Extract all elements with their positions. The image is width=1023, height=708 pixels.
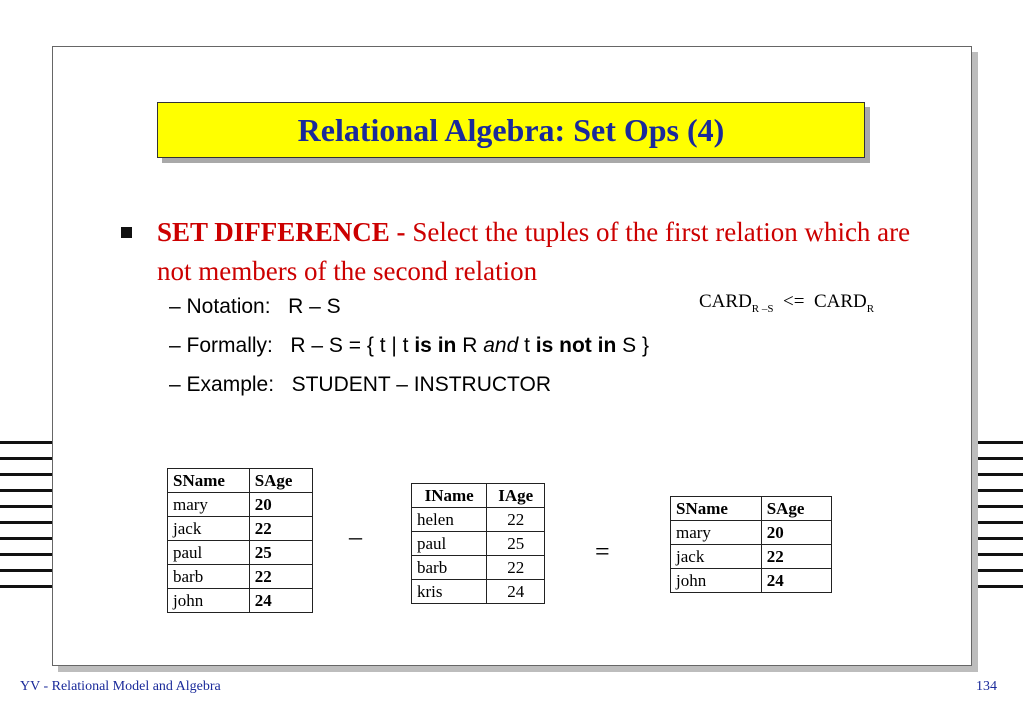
formally-and: and xyxy=(483,334,519,357)
notation-value: R – S xyxy=(288,295,341,318)
bullet-square-icon xyxy=(121,227,132,238)
header-cell: SAge xyxy=(249,469,312,493)
header-cell: IAge xyxy=(487,484,545,508)
table-row xyxy=(168,589,313,613)
formally-label: Formally: xyxy=(186,334,273,357)
bullet-heading: SET DIFFERENCE - xyxy=(157,217,406,247)
card-operator: <= xyxy=(783,291,805,312)
example-line: – Example: STUDENT – INSTRUCTOR xyxy=(169,373,551,396)
example-label: Example: xyxy=(186,373,275,396)
header-cell: SName xyxy=(168,469,250,493)
formally-lhs: R – S xyxy=(290,334,343,357)
table-cell: paul xyxy=(412,532,487,556)
card-subscript: R –S xyxy=(751,302,774,315)
table-cell: 20 xyxy=(761,521,831,545)
table-row xyxy=(168,565,313,589)
student-table xyxy=(167,468,313,613)
example-value: STUDENT – INSTRUCTOR xyxy=(291,373,551,396)
table-cell: jack xyxy=(168,517,250,541)
table-row xyxy=(671,569,832,593)
footer-page-number: 134 xyxy=(976,679,997,694)
formally-r: R xyxy=(462,334,478,357)
bullet-text xyxy=(157,213,917,291)
table-cell: mary xyxy=(168,493,250,517)
formally-tail: S } xyxy=(622,334,649,357)
formally-keyword-in: is in xyxy=(414,334,457,357)
table-row xyxy=(168,541,313,565)
table-row xyxy=(412,532,545,556)
card-label-2: CARD xyxy=(813,291,867,312)
table-cell: 22 xyxy=(249,565,312,589)
formally-keyword-not-in: is not in xyxy=(535,334,617,357)
cardinality-note xyxy=(699,291,874,315)
table-cell: barb xyxy=(412,556,487,580)
equals-operator: = xyxy=(595,537,610,566)
table-cell: barb xyxy=(168,565,250,589)
table-cell: 22 xyxy=(761,545,831,569)
header-cell: SName xyxy=(671,497,762,521)
notation-label: Notation: xyxy=(186,295,271,318)
header-cell: SAge xyxy=(761,497,831,521)
table-header-row xyxy=(671,497,832,521)
table-cell: mary xyxy=(671,521,762,545)
table-row xyxy=(671,521,832,545)
left-decorative-lines xyxy=(0,441,52,601)
table-cell: 22 xyxy=(249,517,312,541)
table-row xyxy=(412,580,545,604)
right-decorative-lines xyxy=(972,441,1023,601)
table-cell: john xyxy=(168,589,250,613)
table-row xyxy=(412,556,545,580)
table-cell: john xyxy=(671,569,762,593)
table-header-row xyxy=(168,469,313,493)
card-label: CARD xyxy=(699,291,752,312)
table-row xyxy=(671,545,832,569)
footer-course-title: YV - Relational Model and Algebra xyxy=(20,679,221,694)
table-cell: 22 xyxy=(487,508,545,532)
table-cell: 24 xyxy=(487,580,545,604)
table-cell: 25 xyxy=(487,532,545,556)
table-row xyxy=(168,517,313,541)
table-cell: 24 xyxy=(249,589,312,613)
table-cell: 24 xyxy=(761,569,831,593)
table-cell: 20 xyxy=(249,493,312,517)
result-table xyxy=(670,496,832,593)
table-header-row xyxy=(412,484,545,508)
minus-operator: – xyxy=(349,522,362,551)
table-cell: paul xyxy=(168,541,250,565)
table-row xyxy=(412,508,545,532)
slide-panel xyxy=(52,46,972,666)
formally-t: t xyxy=(524,334,530,357)
table-row xyxy=(168,493,313,517)
instructor-table xyxy=(411,483,545,604)
slide-title: Relational Algebra: Set Ops (4) xyxy=(157,102,865,158)
card-subscript-2: R xyxy=(866,302,875,315)
table-cell: 25 xyxy=(249,541,312,565)
notation-line: – Notation: R – S xyxy=(169,295,341,318)
table-cell: kris xyxy=(412,580,487,604)
formally-eq: = { t | t xyxy=(348,334,409,357)
bullet-description: Select the tuples of the first relation which are not members of the second relation xyxy=(157,217,911,286)
header-cell: IName xyxy=(412,484,487,508)
table-cell: 22 xyxy=(487,556,545,580)
table-cell: helen xyxy=(412,508,487,532)
formally-line: – Formally: R – S = { t | t is in R and t is not in S } xyxy=(169,334,649,357)
table-cell: jack xyxy=(671,545,762,569)
